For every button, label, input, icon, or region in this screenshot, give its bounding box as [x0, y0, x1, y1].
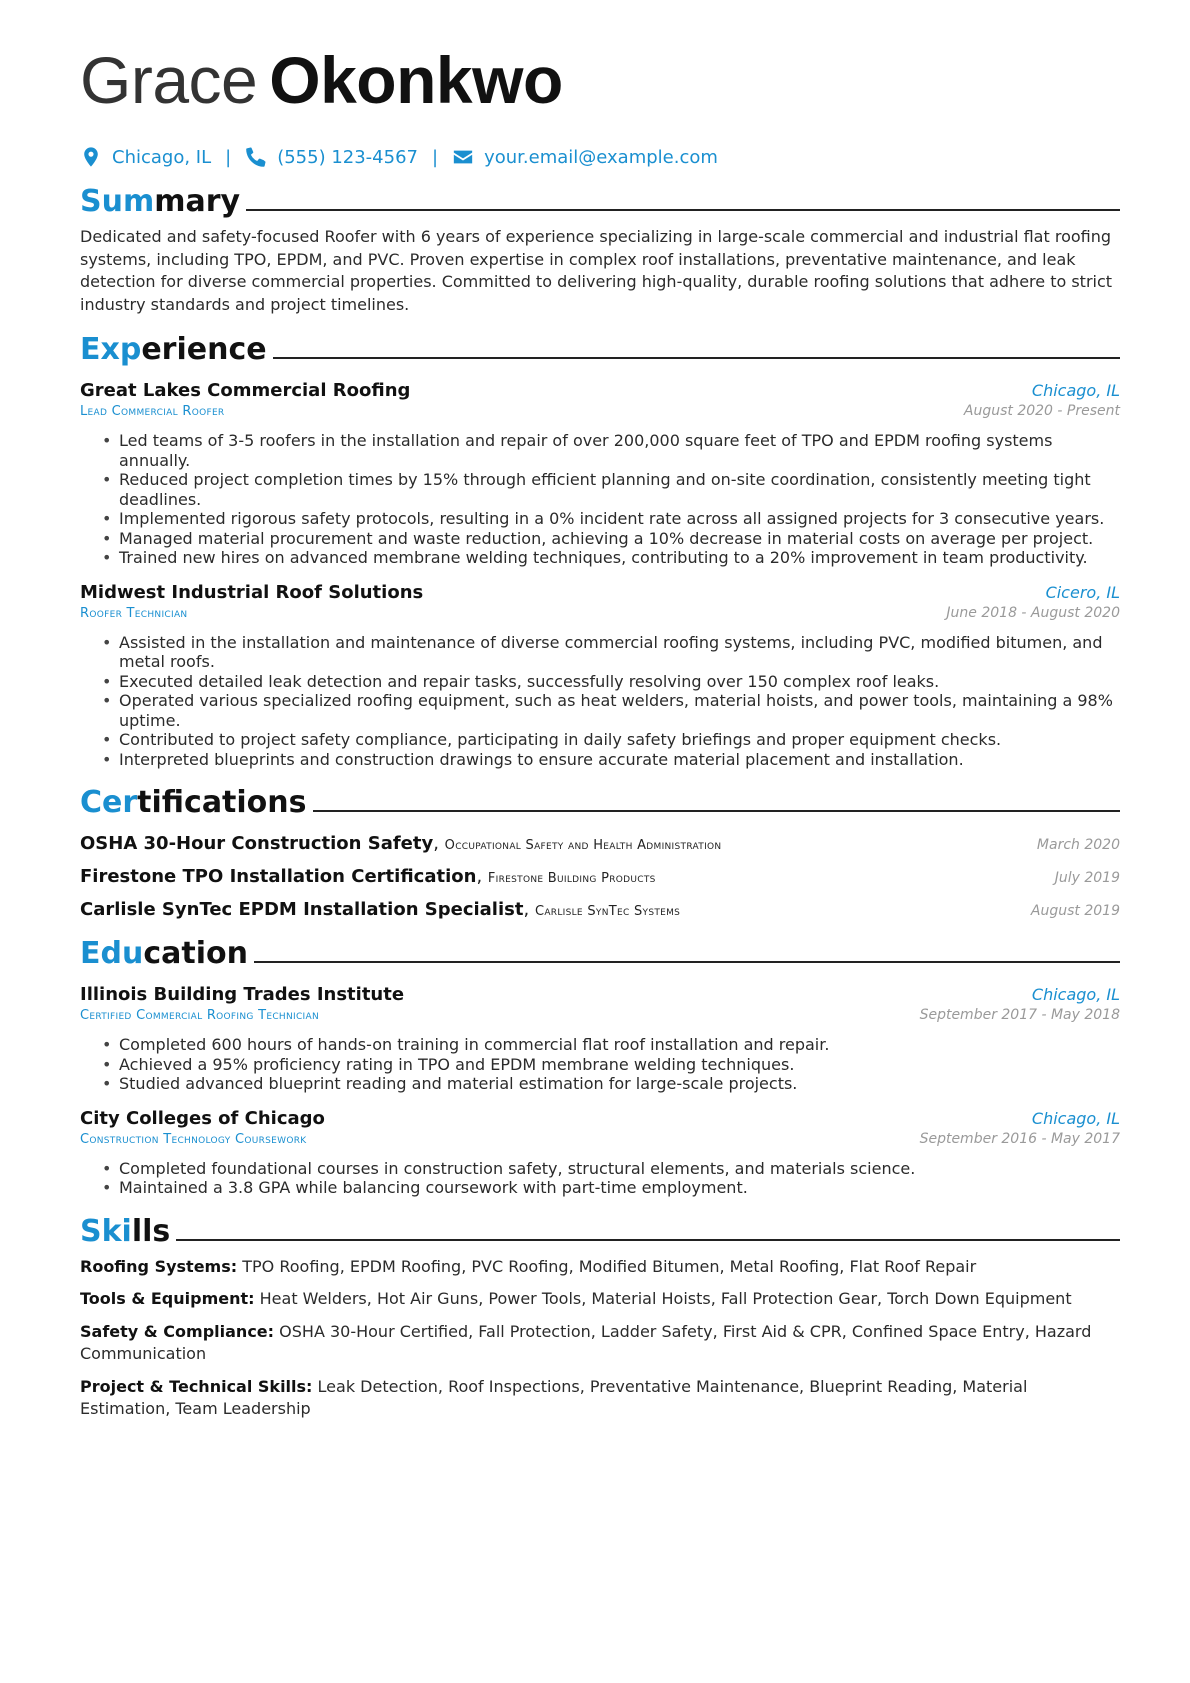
skill-row — [80, 1256, 1120, 1279]
section-title-summary — [80, 184, 1120, 220]
summary-heading: Summary — [80, 184, 241, 219]
employer-location: Chicago, IL — [1031, 381, 1120, 400]
school-location: Chicago, IL — [1031, 1108, 1120, 1128]
list-item: • Led teams of 3-5 roofers in the installation and repair of over 200,000 square feet of TPO and EPDM roofing systems annually. — [102, 431, 1120, 470]
contact-bar — [80, 144, 1120, 170]
employer-name: Great Lakes Commercial Roofing — [80, 380, 411, 401]
phone-text[interactable]: (555) 123-4567 — [277, 146, 418, 168]
list-item: • Interpreted blueprints and construction drawings to ensure accurate material placement and installation. — [102, 750, 1120, 770]
section-rule — [246, 209, 1120, 211]
list-item: • Operated various specialized roofing equipment, such as heat welders, material hoists, and power tools, maintaining a 98% uptime. — [102, 691, 1120, 730]
education-bullets — [80, 1159, 1120, 1198]
candidate-name — [80, 40, 1120, 120]
education-entry — [80, 984, 1120, 1094]
certification-date: July 2019 — [1054, 870, 1120, 886]
envelope-icon — [452, 146, 474, 168]
certifications-heading: Certifications — [80, 785, 307, 820]
certification-item: OSHA 30-Hour Construction Safety, Occupational Safety and Health Administration March 2020 — [80, 833, 1120, 854]
section-rule — [254, 961, 1120, 963]
section-title-experience — [80, 332, 1120, 368]
skill-category: Tools & Equipment: — [80, 1289, 255, 1308]
phone-icon — [245, 146, 267, 168]
certification-issuer: Carlisle SynTec Systems — [534, 904, 681, 919]
certification-issuer: Occupational Safety and Health Administration — [444, 838, 722, 853]
list-item: • Implemented rigorous safety protocols, resulting in a 0% incident rate across all assigned projects for 3 consecutive years. — [102, 509, 1120, 529]
job-title: Lead Commercial Roofer — [80, 404, 225, 419]
skill-values: Leak Detection, Roof Inspections, Preventative Maintenance, Blueprint Reading, Material Estimation, Team Leadership — [80, 1376, 1028, 1418]
school-location: Chicago, IL — [1031, 985, 1120, 1004]
skill-category: Project & Technical Skills: — [80, 1376, 313, 1396]
certification-name: Firestone TPO Installation Certification — [80, 866, 477, 887]
skill-row — [80, 1376, 1120, 1421]
experience-heading: Experience — [80, 332, 267, 367]
location-text: Chicago, IL — [112, 146, 212, 168]
skill-category: Safety & Compliance: — [80, 1321, 275, 1341]
job-title: Roofer Technician — [80, 605, 188, 621]
certification-item: Firestone TPO Installation Certification, Firestone Building Products July 2019 — [80, 866, 1120, 887]
summary-text: Dedicated and safety-focused Roofer with 6 years of experience specializing in large-scale commercial and industrial flat roofing systems, including TPO, EPDM, and PVC. Proven expertise in complex roof installations, preventative maintenance, and leak detection for diverse commercial properties. Committed to delivering high-quality, durable roofing solutions that adhere to strict industry standards and project timelines. — [80, 227, 1113, 314]
experience-entry — [80, 582, 1120, 770]
program-dates: September 2017 - May 2018 — [919, 1007, 1120, 1023]
job-dates: August 2020 - Present — [963, 403, 1120, 419]
list-item: • Assisted in the installation and maintenance of diverse commercial roofing systems, including PVC, modified bitumen, and metal roofs. — [102, 633, 1120, 672]
certification-item: Carlisle SynTec EPDM Installation Specialist, Carlisle SynTec Systems August 2019 — [80, 899, 1120, 920]
section-title-certifications — [80, 785, 1120, 821]
section-title-education — [80, 936, 1120, 972]
employer-name: Midwest Industrial Roof Solutions — [80, 581, 424, 603]
education-entry — [80, 1108, 1120, 1198]
last-name: Okonkwo — [269, 43, 563, 117]
list-item: • Reduced project completion times by 15% through efficient planning and on-site coordination, consistently meeting tight deadlines. — [102, 470, 1120, 509]
job-bullets — [80, 431, 1120, 568]
list-item: • Trained new hires on advanced membrane welding techniques, contributing to a 20% improvement in team productivity. — [102, 548, 1120, 568]
skill-values: TPO Roofing, EPDM Roofing, PVC Roofing, Modified Bitumen, Metal Roofing, Flat Roof Repair — [242, 1256, 977, 1276]
map-pin-icon — [80, 146, 102, 168]
resume-page — [80, 40, 1120, 1421]
section-title-skills — [80, 1214, 1120, 1250]
school-name: City Colleges of Chicago — [80, 1107, 325, 1129]
contact-email[interactable] — [452, 146, 718, 168]
skill-category: Roofing Systems: — [80, 1256, 238, 1276]
email-link[interactable]: your.email@example.com — [484, 146, 718, 168]
section-rule — [273, 357, 1120, 359]
contact-separator: | — [432, 146, 439, 168]
skill-values: Heat Welders, Hot Air Guns, Power Tools, Material Hoists, Fall Protection Gear, Torch Down Equipment — [259, 1289, 1072, 1308]
contact-location — [80, 146, 211, 168]
education-bullets — [80, 1035, 1120, 1094]
contact-phone[interactable] — [245, 146, 418, 168]
skill-row — [80, 1288, 1120, 1311]
experience-entry — [80, 380, 1120, 568]
list-item: • Completed 600 hours of hands-on training in commercial flat roof installation and repair. — [102, 1035, 1120, 1055]
job-bullets — [80, 633, 1120, 770]
list-item: • Maintained a 3.8 GPA while balancing coursework with part-time employment. — [102, 1178, 1120, 1198]
list-item: • Executed detailed leak detection and repair tasks, successfully resolving over 150 complex roof leaks. — [102, 672, 1120, 692]
skill-values: OSHA 30-Hour Certified, Fall Protection, Ladder Safety, First Aid & CPR, Confined Space Entry, Hazard Communication — [80, 1321, 1092, 1363]
program-dates: September 2016 - May 2017 — [919, 1130, 1120, 1147]
list-item: • Achieved a 95% proficiency rating in TPO and EPDM membrane welding techniques. — [102, 1055, 1120, 1075]
list-item: • Contributed to project safety compliance, participating in daily safety briefings and proper equipment checks. — [102, 730, 1120, 750]
certification-date: March 2020 — [1036, 837, 1120, 853]
program-name: Construction Technology Coursework — [80, 1131, 307, 1147]
program-name: Certified Commercial Roofing Technician — [80, 1008, 319, 1023]
certification-name: Carlisle SynTec EPDM Installation Specialist — [80, 899, 524, 920]
certification-date: August 2019 — [1030, 903, 1120, 919]
section-rule — [313, 810, 1120, 812]
list-item: • Studied advanced blueprint reading and material estimation for large-scale projects. — [102, 1074, 1120, 1094]
education-heading: Education — [80, 936, 248, 971]
job-dates: June 2018 - August 2020 — [946, 604, 1120, 621]
contact-separator: | — [225, 146, 232, 168]
employer-location: Cicero, IL — [1045, 582, 1120, 602]
section-rule — [176, 1239, 1120, 1241]
list-item: • Managed material procurement and waste reduction, achieving a 10% decrease in material costs on average per project. — [102, 529, 1120, 549]
certification-name: OSHA 30-Hour Construction Safety — [80, 833, 434, 854]
skill-row — [80, 1321, 1120, 1366]
first-name: Grace — [80, 43, 258, 117]
school-name: Illinois Building Trades Institute — [80, 984, 405, 1005]
certification-issuer: Firestone Building Products — [487, 871, 656, 886]
list-item: • Completed foundational courses in construction safety, structural elements, and materials science. — [102, 1159, 1120, 1179]
skills-heading: Skills — [80, 1213, 171, 1249]
